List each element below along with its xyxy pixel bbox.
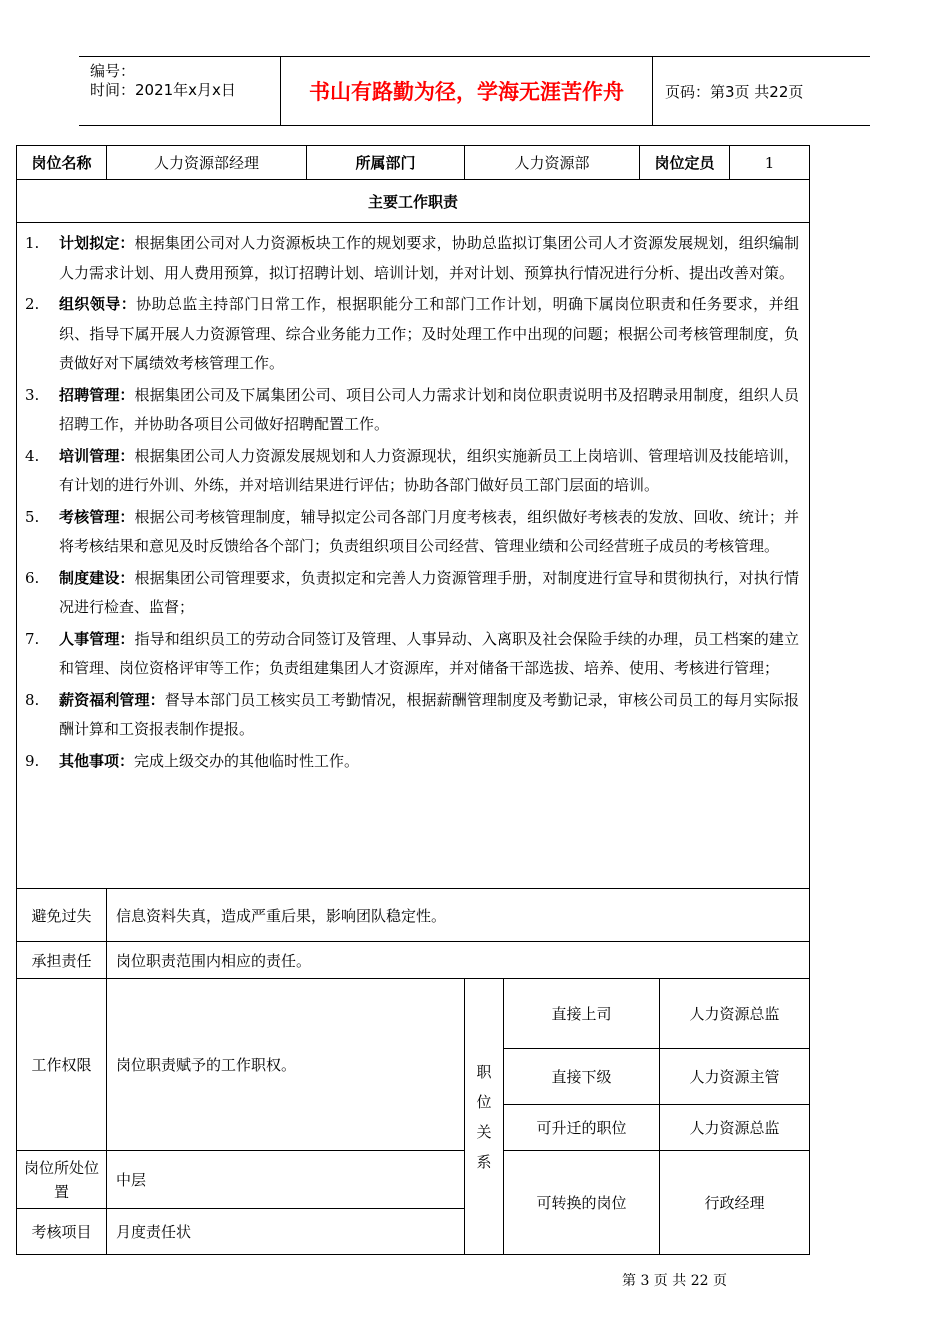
duty-item xyxy=(25,564,799,623)
duty-item xyxy=(25,290,799,379)
duty-title: 培训管理： xyxy=(59,446,135,465)
table-row xyxy=(17,889,810,942)
position-name-label: 岗位名称 xyxy=(17,146,107,180)
duty-text: 完成上级交办的其他临时性工作。 xyxy=(134,751,360,770)
duty-title: 制度建设： xyxy=(59,568,135,587)
time-label: 时间：2021年x月x日 xyxy=(90,81,236,99)
relation-label: 职位关系 xyxy=(465,979,504,1255)
relation-promotion-value: 人力资源总监 xyxy=(660,1105,810,1151)
duty-text: 督导本部门员工核实员工考勤情况，根据薪酬管理制度及考勤记录，审核公司员工的每月实际报酬计算和工资报表制作提报。 xyxy=(59,690,800,738)
duties-title: 主要工作职责 xyxy=(17,180,810,223)
header-meta-cell xyxy=(79,57,281,125)
position-name-value: 人力资源部经理 xyxy=(107,146,307,180)
table-row xyxy=(17,942,810,979)
relation-promotion-label: 可升迁的职位 xyxy=(504,1105,660,1151)
headcount-label: 岗位定员 xyxy=(640,146,730,180)
job-description-table xyxy=(16,145,810,1255)
relation-direct-subordinate-value: 人力资源主管 xyxy=(660,1049,810,1105)
header-slogan: 书山有路勤为径，学海无涯苦作舟 xyxy=(281,57,653,125)
duty-title: 组织领导： xyxy=(59,295,137,313)
table-row xyxy=(17,1151,810,1209)
duty-text: 根据集团公司管理要求，负责拟定和完善人力资源管理手册，对制度进行宣导和贯彻执行，对执行情况进行检查、监督； xyxy=(59,568,800,616)
duties-list xyxy=(17,223,810,889)
relation-direct-subordinate-label: 直接下级 xyxy=(504,1049,660,1105)
duty-number: 6. xyxy=(25,568,40,587)
table-row xyxy=(17,180,810,223)
duty-number: 1. xyxy=(25,234,40,252)
table-row xyxy=(17,223,810,889)
relation-transfer-label: 可转换的岗位 xyxy=(504,1151,660,1255)
authority-label: 工作权限 xyxy=(17,979,107,1151)
duty-number: 5. xyxy=(25,507,40,526)
number-label: 编号： xyxy=(90,62,136,80)
relation-direct-superior-value: 人力资源总监 xyxy=(660,979,810,1049)
duty-text: 根据集团公司人力资源发展规划和人力资源现状，组织实施新员工上岗培训、管理培训及技能培训，有计划的进行外训、外练，并对培训结果进行评估；协助各部门做好员工部门层面的培训。 xyxy=(59,446,800,494)
duty-item xyxy=(25,686,799,745)
level-label: 岗位所处位置 xyxy=(17,1151,107,1209)
duty-number: 9. xyxy=(25,751,40,770)
avoid-label: 避免过失 xyxy=(17,889,107,942)
department-label: 所属部门 xyxy=(307,146,465,180)
duty-text: 根据集团公司对人力资源板块工作的规划要求，协助总监拟订集团公司人才资源发展规划，组织编制人力需求计划、用人费用预算，拟订招聘计划、培训计划，并对计划、预算执行情况进行分析、提出改善对策。 xyxy=(59,234,800,282)
relation-direct-superior-label: 直接上司 xyxy=(504,979,660,1049)
duty-title: 考核管理： xyxy=(59,507,135,526)
duty-number: 7. xyxy=(25,629,40,648)
duty-item xyxy=(25,503,799,562)
page-footer: 第 3 页 共 22 页 xyxy=(622,1273,727,1289)
duty-number: 2. xyxy=(25,295,40,313)
document-header xyxy=(79,56,870,126)
header-page-info: 页码：第3页 共22页 xyxy=(665,82,804,101)
headcount-value: 1 xyxy=(730,146,810,180)
duty-text: 协助总监主持部门日常工作，根据职能分工和部门工作计划，明确下属岗位职责和任务要求，并组织、指导下属开展人力资源管理、综合业务能力工作；及时处理工作中出现的问题；根据公司考核管理制度，负责做好对下属绩效考核管理工作。 xyxy=(59,295,800,372)
duty-title: 薪资福利管理： xyxy=(59,690,165,709)
assessment-label: 考核项目 xyxy=(17,1209,107,1255)
duty-number: 3. xyxy=(25,385,40,404)
duty-text: 根据集团公司及下属集团公司、项目公司人力需求计划和岗位职责说明书及招聘录用制度，组织人员招聘工作，并协助各项目公司做好招聘配置工作。 xyxy=(59,385,800,433)
duty-number: 8. xyxy=(25,690,40,709)
duty-item xyxy=(25,381,799,440)
duty-text: 指导和组织员工的劳动合同签订及管理、人事异动、入离职及社会保险手续的办理，员工档案的建立和管理、岗位资格评审等工作；负责组建集团人才资源库，并对储备干部选拔、培养、使用、考核进行管理； xyxy=(59,629,800,677)
assessment-text: 月度责任状 xyxy=(107,1209,465,1255)
duty-item xyxy=(25,229,799,288)
relation-transfer-value: 行政经理 xyxy=(660,1151,810,1255)
table-row xyxy=(17,146,810,180)
responsibility-label: 承担责任 xyxy=(17,942,107,979)
duty-number: 4. xyxy=(25,446,40,465)
duty-title: 其他事项： xyxy=(59,751,135,770)
duty-text: 根据公司考核管理制度，辅导拟定公司各部门月度考核表，组织做好考核表的发放、回收、统计；并将考核结果和意见及时反馈给各个部门；负责组织项目公司经营、管理业绩和公司经营班子成员的考核管理。 xyxy=(59,507,800,555)
authority-text: 岗位职责赋予的工作职权。 xyxy=(107,979,465,1151)
duty-title: 人事管理： xyxy=(59,629,135,648)
avoid-text: 信息资料失真，造成严重后果，影响团队稳定性。 xyxy=(107,889,810,942)
responsibility-text: 岗位职责范围内相应的责任。 xyxy=(107,942,810,979)
table-row xyxy=(17,979,810,1049)
duty-title: 招聘管理： xyxy=(59,385,135,404)
duty-item xyxy=(25,442,799,501)
duty-item xyxy=(25,747,799,777)
duty-item xyxy=(25,625,799,684)
level-text: 中层 xyxy=(107,1151,465,1209)
duty-title: 计划拟定： xyxy=(59,234,135,252)
department-value: 人力资源部 xyxy=(465,146,640,180)
